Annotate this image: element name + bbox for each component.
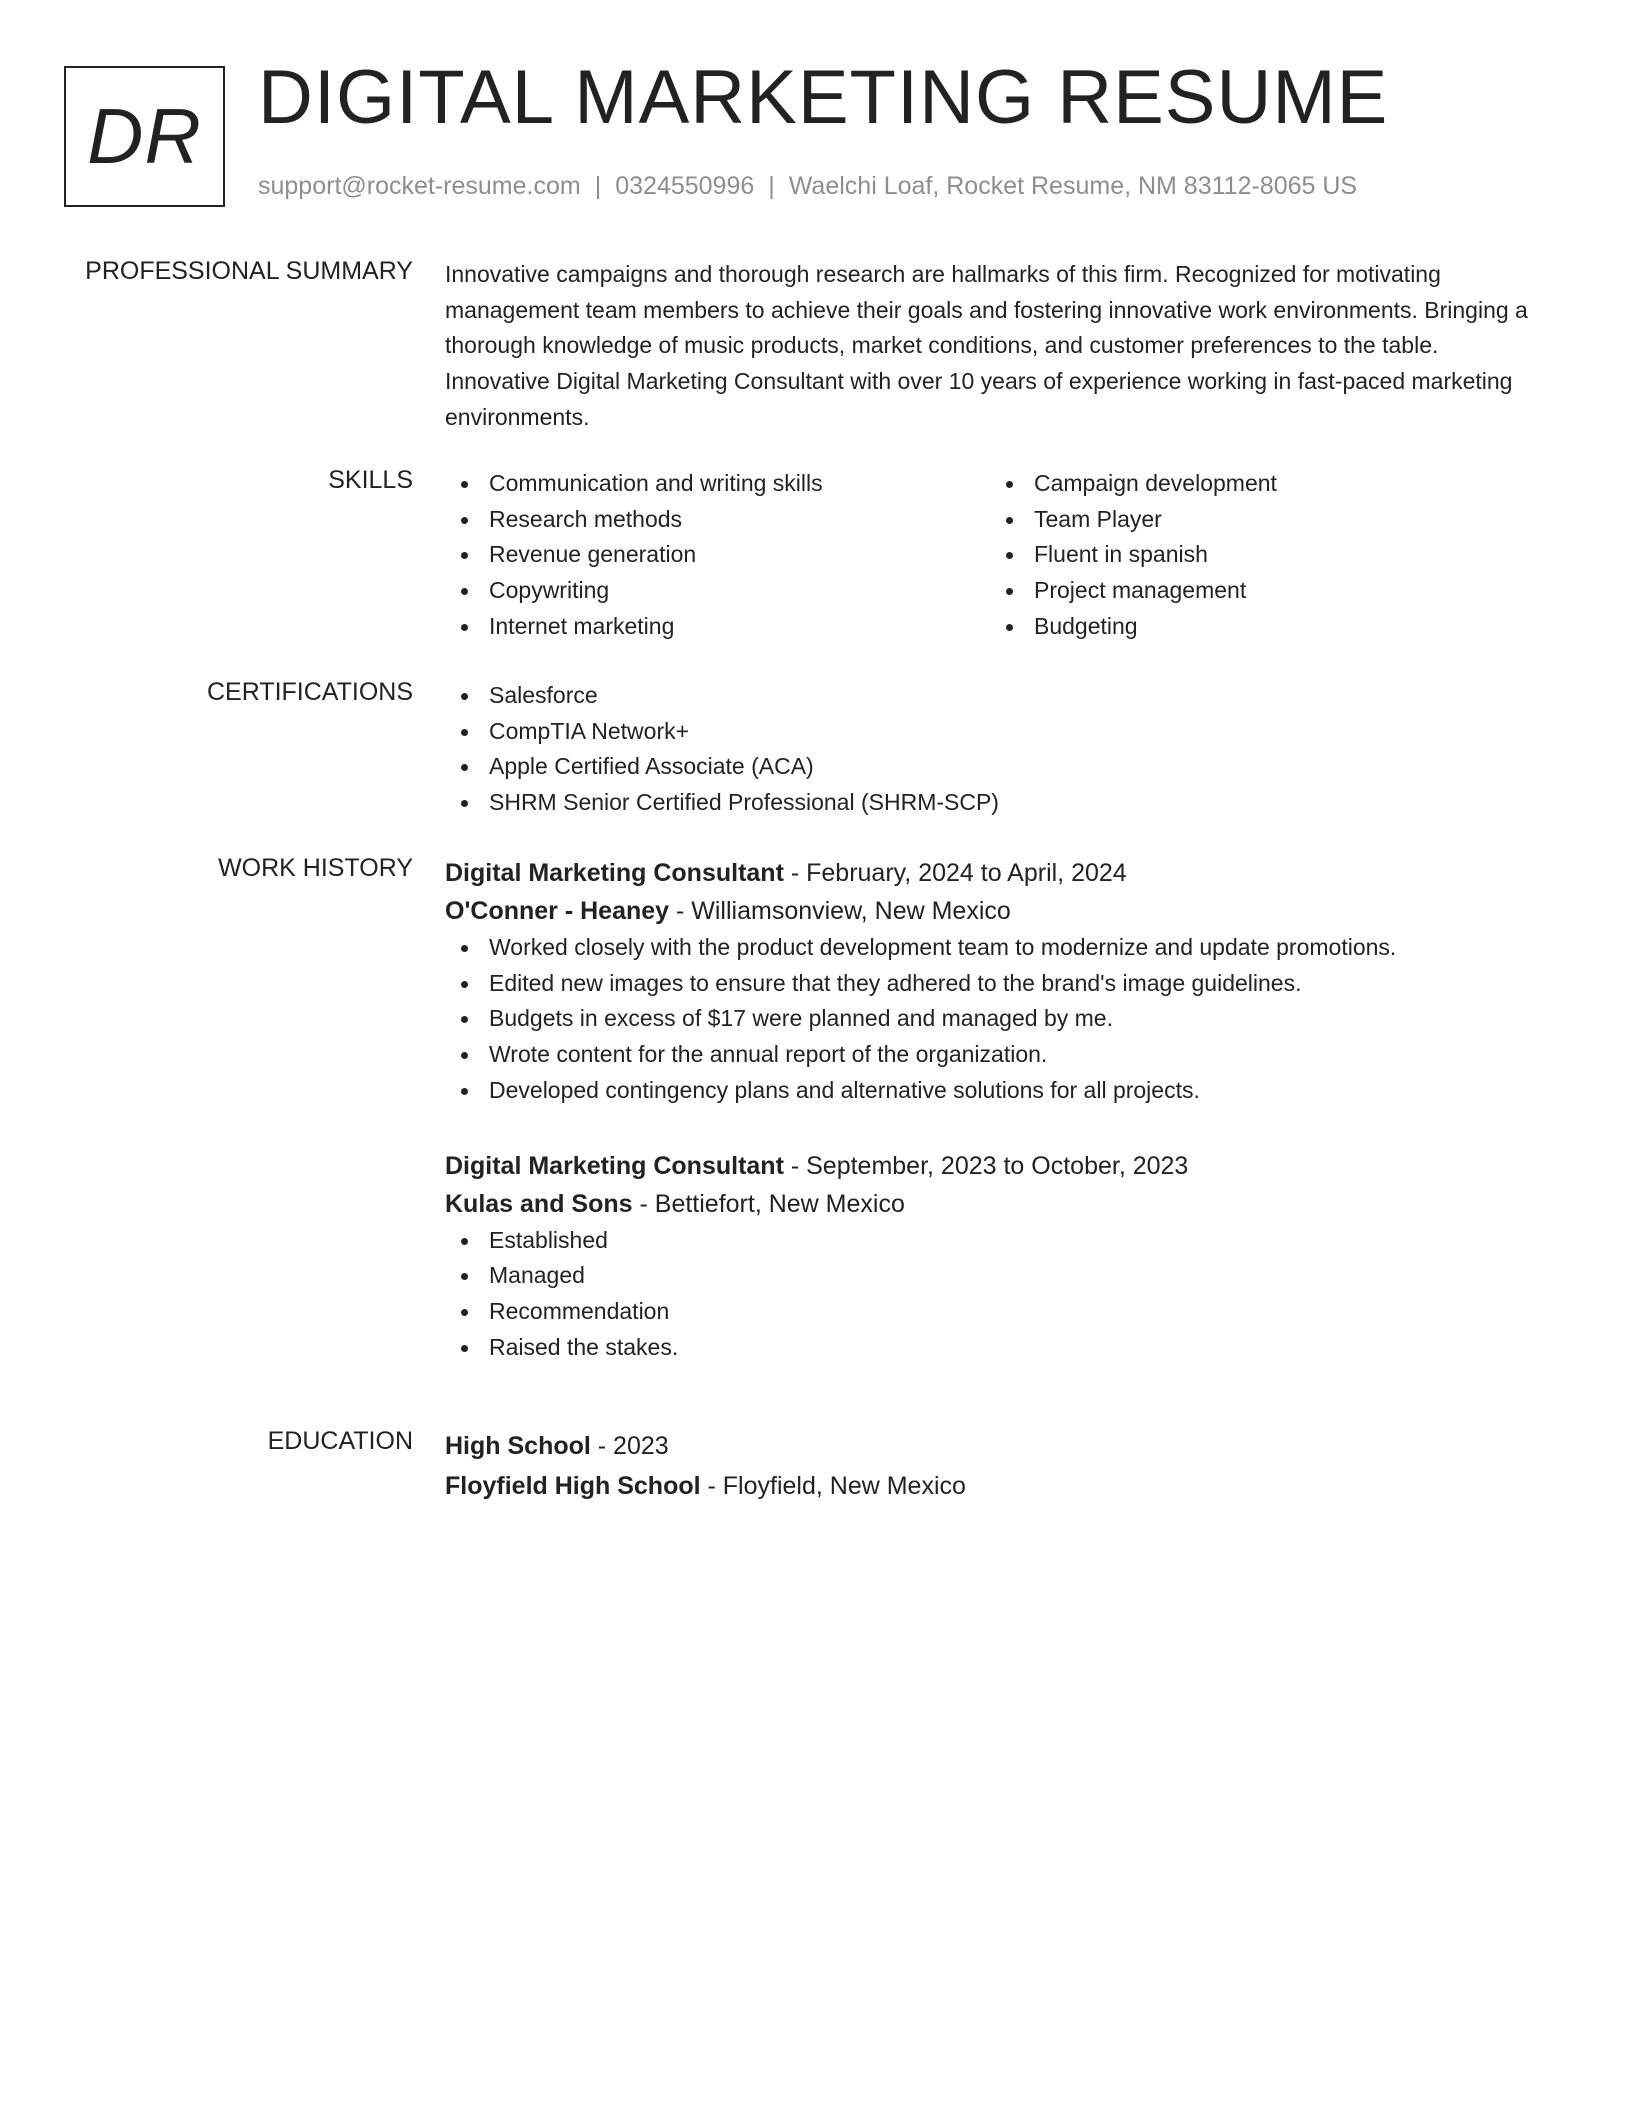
section-label-summary: PROFESSIONAL SUMMARY: [85, 257, 413, 285]
summary-text: Innovative campaigns and thorough research are hallmarks of this firm. Recognized for motivating management team members to achieve their goals and fostering innovative work environments. Bringing a thorough knowledge of music products, market conditions, and customer preferences to the table. Innovative Digital Marketing Consultant with over 10 years of experience working in fast-paced marketing environments.: [445, 261, 1528, 430]
job-company: Kulas and Sons: [445, 1189, 633, 1218]
job-location: - Williamsonview, New Mexico: [669, 897, 1011, 925]
certification-item: Apple Certified Associate (ACA): [445, 749, 1535, 785]
job-duty-item: Edited new images to ensure that they adhered to the brand's image guidelines.: [445, 966, 1535, 1002]
certifications-list: [445, 678, 1535, 821]
certification-item: CompTIA Network+: [445, 714, 1535, 750]
contact-email: support@rocket-resume.com: [258, 172, 581, 200]
job-duties-list: [445, 930, 1535, 1109]
job-dates: - February, 2024 to April, 2024: [783, 859, 1127, 887]
job-title: Digital Marketing Consultant: [445, 859, 784, 887]
certification-item: SHRM Senior Certified Professional (SHRM-SCP): [445, 785, 1535, 821]
certifications-body: [445, 678, 1535, 821]
education-degree: High School: [445, 1432, 591, 1460]
job-duty-item: Raised the stakes.: [445, 1330, 1535, 1366]
certification-item: Salesforce: [445, 678, 1535, 714]
skill-item: Revenue generation: [445, 537, 990, 573]
job-location: - Bettiefort, New Mexico: [632, 1189, 905, 1218]
job-title-line: [445, 854, 1535, 892]
summary-body: [445, 257, 1535, 436]
job-duty-item: Established: [445, 1223, 1535, 1259]
contact-phone: 0324550996: [615, 172, 755, 200]
contact-line: [258, 172, 1357, 201]
skill-item: Fluent in spanish: [990, 537, 1535, 573]
job-duty-item: Developed contingency plans and alternative solutions for all projects.: [445, 1073, 1535, 1109]
skill-item: Communication and writing skills: [445, 466, 990, 502]
job-title-line: [445, 1147, 1535, 1185]
skill-item: Campaign development: [990, 466, 1535, 502]
job-company-line: [445, 1185, 1535, 1223]
job-duties-list: [445, 1223, 1535, 1366]
job-duty-item: Budgets in excess of $17 were planned and managed by me.: [445, 1001, 1535, 1037]
section-label-certifications: CERTIFICATIONS: [206, 678, 413, 706]
contact-separator: |: [594, 172, 602, 200]
education-school-line: [445, 1467, 1535, 1505]
monogram-badge: DR: [64, 66, 225, 207]
skill-item: Team Player: [990, 502, 1535, 538]
skill-item: Project management: [990, 573, 1535, 609]
job-duty-item: Wrote content for the annual report of the organization.: [445, 1037, 1535, 1073]
education-location: - Floyfield, New Mexico: [700, 1472, 966, 1500]
job-duty-item: Recommendation: [445, 1294, 1535, 1330]
education-body: [445, 1427, 1535, 1505]
skill-item: Copywriting: [445, 573, 990, 609]
job-duty-item: Managed: [445, 1258, 1535, 1294]
section-label-skills: SKILLS: [328, 466, 413, 494]
skills-body: [445, 466, 1535, 645]
section-label-work-history: WORK HISTORY: [218, 854, 413, 882]
education-school: Floyfield High School: [445, 1472, 701, 1500]
skills-list-left: [445, 466, 990, 645]
skills-list-right: [990, 466, 1535, 645]
job-title: Digital Marketing Consultant: [445, 1151, 784, 1180]
skills-column-right: [990, 466, 1535, 645]
skill-item: Research methods: [445, 502, 990, 538]
section-label-education: EDUCATION: [267, 1427, 413, 1455]
contact-address: Waelchi Loaf, Rocket Resume, NM 83112-8065 US: [788, 172, 1358, 200]
job-company-line: [445, 892, 1535, 930]
job-company: O'Conner - Heaney: [445, 897, 670, 925]
job-duty-item: Worked closely with the product development team to modernize and update promotions.: [445, 930, 1535, 966]
work-history-body: [445, 854, 1535, 1365]
skill-item: Budgeting: [990, 609, 1535, 645]
skill-item: Internet marketing: [445, 609, 990, 645]
education-year: - 2023: [590, 1432, 669, 1460]
contact-separator: |: [768, 172, 775, 200]
resume-title: DIGITAL MARKETING RESUME: [258, 55, 1389, 140]
job-entry: [445, 1147, 1535, 1366]
education-degree-line: [445, 1427, 1535, 1465]
job-entry: [445, 854, 1535, 1109]
job-dates: - September, 2023 to October, 2023: [783, 1151, 1189, 1180]
skills-column-left: [445, 466, 990, 645]
